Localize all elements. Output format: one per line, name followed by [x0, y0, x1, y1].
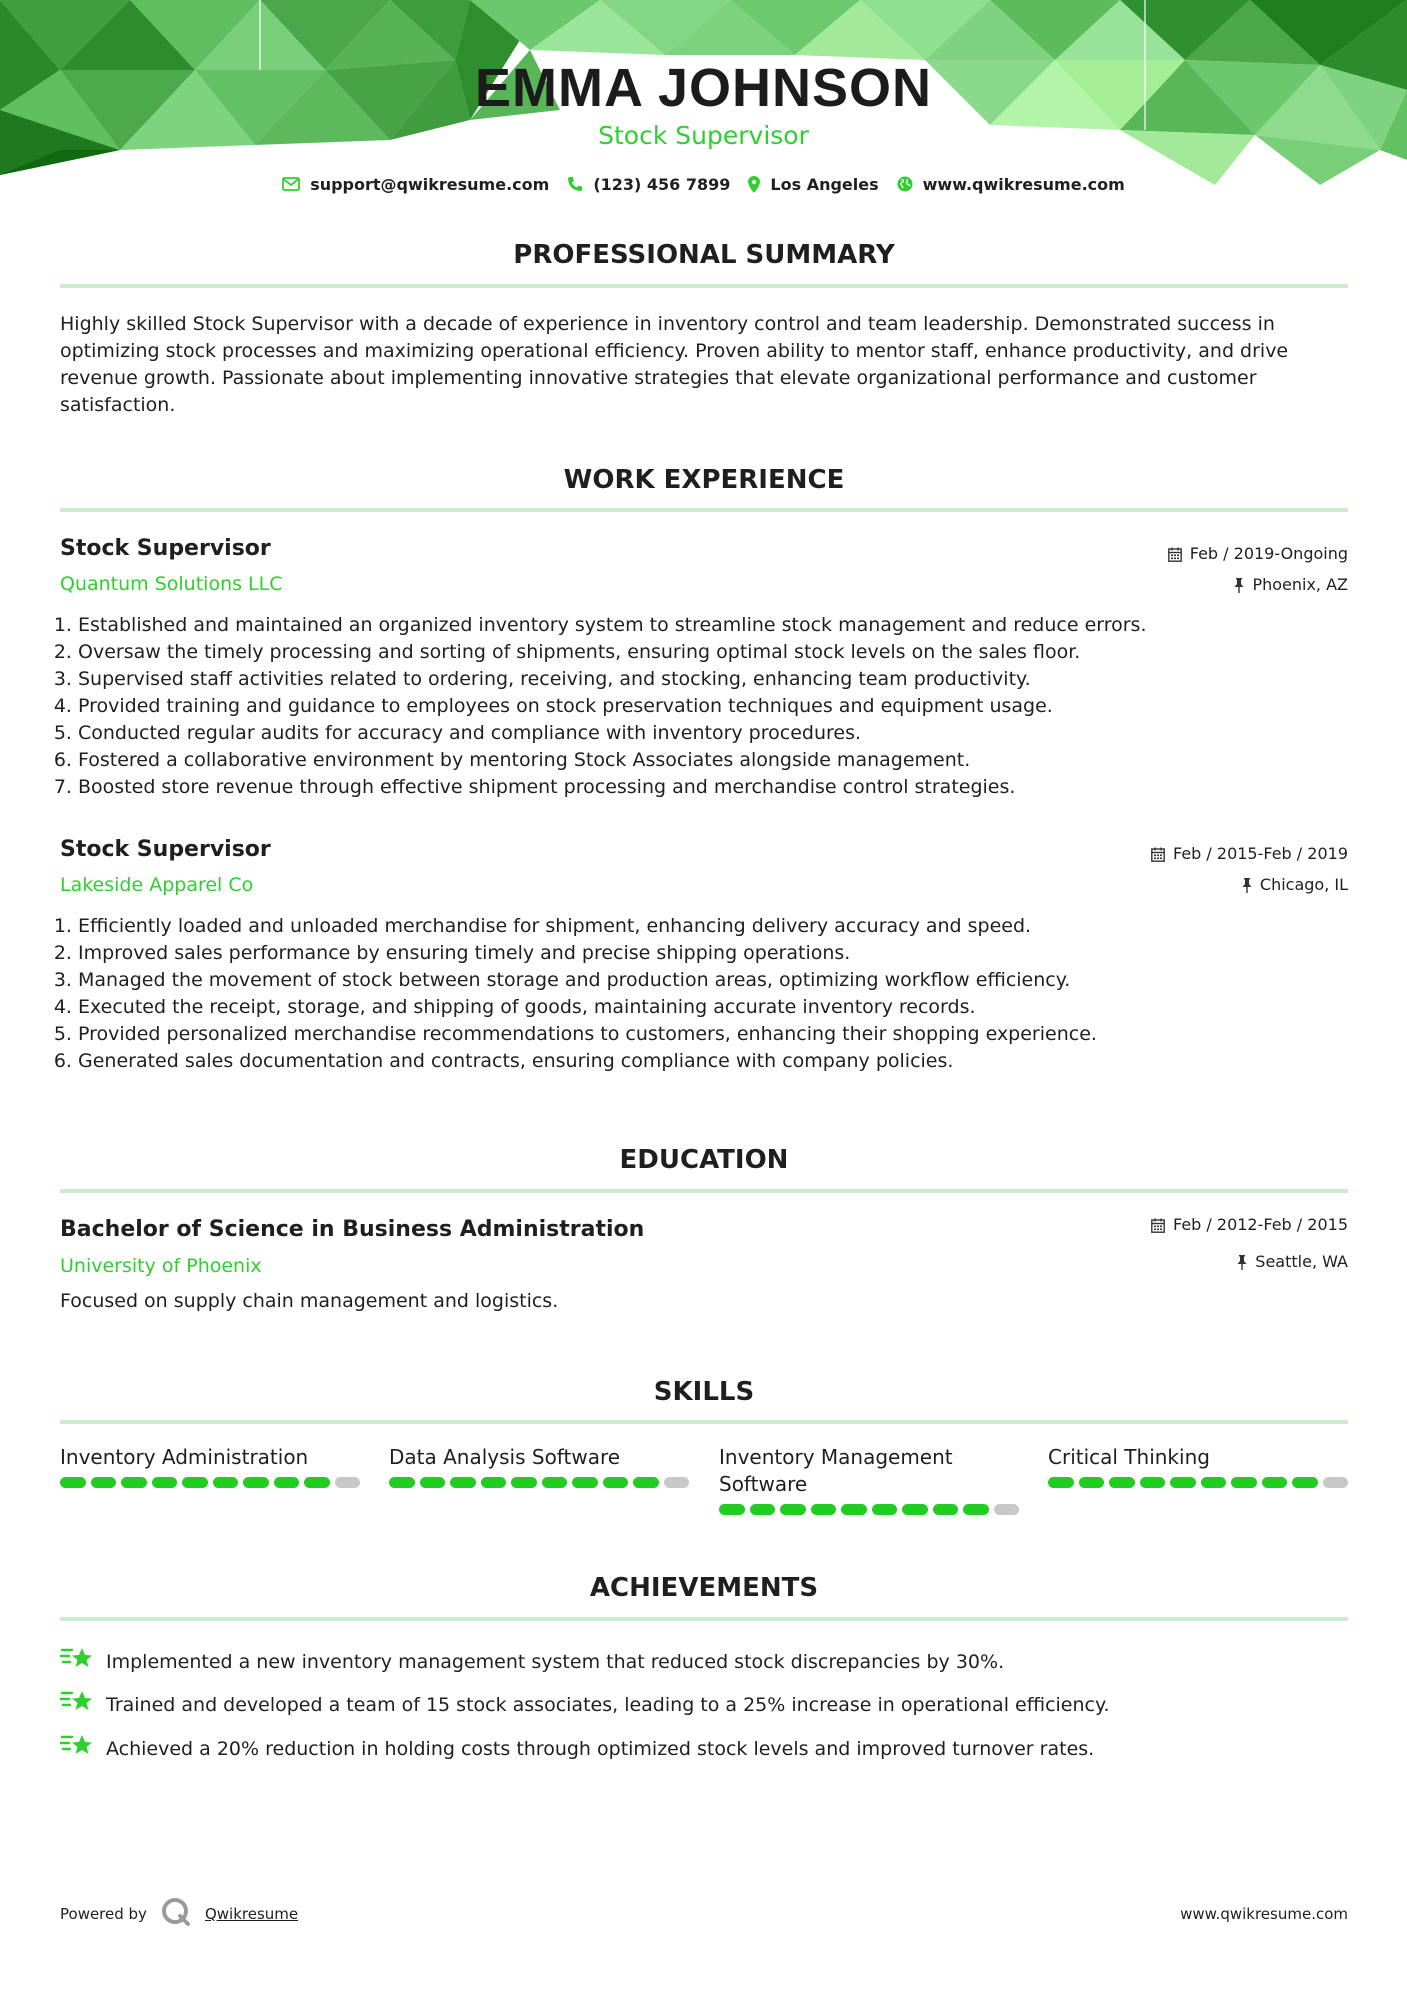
shooting-star-icon — [60, 1687, 94, 1723]
job-1-dates — [1168, 543, 1348, 565]
skills-heading: SKILLS — [653, 1377, 755, 1407]
skill-level-segment-filled — [1170, 1477, 1196, 1488]
skill-item — [719, 1444, 1019, 1515]
skill-level-segment-filled — [1231, 1477, 1257, 1488]
pin-icon — [1234, 578, 1244, 593]
achievements-divider — [60, 1617, 1348, 1621]
skill-level-segment-filled — [274, 1477, 300, 1488]
skill-level-segment-filled — [750, 1504, 776, 1515]
footer-website[interactable]: www.qwikresume.com — [1180, 1905, 1348, 1923]
skill-level-segment-filled — [841, 1504, 867, 1515]
skill-level-segment-filled — [213, 1477, 239, 1488]
summary-text: Highly skilled Stock Supervisor with a decade of experience in inventory control and team leadership. Demonstrated success in optimizing stock processes and maximizing operational efficiency. Proven ability to mentor staff, enhance productivity, and drive revenue growth. Passionate about implementing innovative strategies that elevate organizational performance and customer satisfaction. — [60, 313, 1289, 416]
map-marker-icon — [748, 176, 760, 193]
shooting-star-icon — [60, 1644, 94, 1680]
list-item: 3. Managed the movement of stock between storage and production areas, optimizing workflow efficiency. — [78, 967, 1368, 994]
summary-divider — [60, 284, 1348, 288]
skill-item — [1048, 1444, 1348, 1488]
skill-level-segment-filled — [780, 1504, 806, 1515]
skill-level-segment-filled — [933, 1504, 959, 1515]
list-item: 2. Improved sales performance by ensuring timely and precise shipping operations. — [78, 940, 1368, 967]
job-2-location-text: Chicago, IL — [1259, 875, 1348, 894]
skill-level-segment-filled — [1292, 1477, 1318, 1488]
skill-level-segment-filled — [542, 1477, 568, 1488]
skill-level-segment-filled — [304, 1477, 330, 1488]
job-2-dates — [1151, 843, 1348, 865]
job-1-location-text: Phoenix, AZ — [1252, 575, 1348, 594]
job-2-location — [1242, 874, 1348, 896]
list-item: 4. Executed the receipt, storage, and shipping of goods, maintaining accurate inventory records. — [78, 994, 1368, 1021]
phone-text: (123) 456 7899 — [593, 174, 731, 194]
contact-bar — [0, 172, 1407, 196]
skill-level-segment-filled — [1079, 1477, 1105, 1488]
email-text: support@qwikresume.com — [310, 174, 550, 194]
website-text: www.qwikresume.com — [922, 174, 1125, 194]
achievement-item — [60, 1731, 1094, 1767]
skill-level-meter — [719, 1504, 1019, 1515]
skill-level-segment-filled — [1201, 1477, 1227, 1488]
achievement-text: Implemented a new inventory management system that reduced stock discrepancies by 30%. — [106, 1650, 1005, 1673]
skill-level-meter — [389, 1477, 689, 1488]
job-1-location — [1234, 574, 1348, 596]
skill-name: Data Analysis Software — [389, 1445, 621, 1469]
calendar-icon — [1151, 847, 1165, 862]
education-dates — [1151, 1214, 1348, 1236]
list-item: 1. Established and maintained an organized inventory system to streamline stock management and reduce errors. — [78, 612, 1368, 639]
contact-website[interactable] — [897, 175, 1125, 194]
experience-divider — [60, 508, 1348, 512]
skill-level-segment-filled — [572, 1477, 598, 1488]
skill-level-segment-empty — [1323, 1477, 1349, 1488]
footer-powered-by — [60, 1897, 298, 1931]
experience-heading: WORK EXPERIENCE — [563, 465, 845, 495]
skill-level-segment-filled — [633, 1477, 659, 1488]
skill-name: Inventory Management Software — [719, 1445, 953, 1496]
list-item: 7. Boosted store revenue through effective shipment processing and merchandise control strategies. — [78, 774, 1368, 801]
skill-level-segment-filled — [389, 1477, 415, 1488]
globe-icon — [897, 176, 913, 192]
summary-heading: PROFESSIONAL SUMMARY — [513, 240, 895, 270]
contact-phone[interactable] — [567, 175, 730, 194]
skill-level-segment-filled — [1262, 1477, 1288, 1488]
skill-level-segment-filled — [872, 1504, 898, 1515]
degree-title: Bachelor of Science in Business Administration — [60, 1217, 645, 1242]
job-2-dates-text: Feb / 2015-Feb / 2019 — [1173, 844, 1348, 863]
list-item: 5. Conducted regular audits for accuracy and compliance with inventory procedures. — [78, 720, 1368, 747]
contact-location — [748, 175, 878, 194]
list-item: 2. Oversaw the timely processing and sorting of shipments, ensuring optimal stock levels on the sales floor. — [78, 639, 1368, 666]
qwikresume-link[interactable]: Qwikresume — [204, 1905, 299, 1923]
skill-item — [60, 1444, 360, 1488]
skill-level-segment-filled — [511, 1477, 537, 1488]
skill-name: Inventory Administration — [60, 1445, 309, 1469]
envelope-icon — [282, 177, 300, 191]
skill-level-meter — [60, 1477, 360, 1488]
skill-level-segment-filled — [121, 1477, 147, 1488]
skill-level-segment-filled — [719, 1504, 745, 1515]
achievement-item — [60, 1644, 1004, 1680]
candidate-title: Stock Supervisor — [598, 121, 809, 150]
powered-by-label: Powered by — [60, 1905, 147, 1923]
education-divider — [60, 1189, 1348, 1193]
skill-level-segment-filled — [1048, 1477, 1074, 1488]
skill-level-meter — [1048, 1477, 1348, 1488]
achievements-heading: ACHIEVEMENTS — [589, 1573, 819, 1603]
achievement-text: Achieved a 20% reduction in holding costs through optimized stock levels and improved turnover rates. — [106, 1737, 1095, 1760]
skill-item — [389, 1444, 689, 1488]
list-item: 1. Efficiently loaded and unloaded merchandise for shipment, enhancing delivery accuracy and speed. — [78, 913, 1368, 940]
skill-level-segment-filled — [243, 1477, 269, 1488]
skill-level-segment-filled — [420, 1477, 446, 1488]
education-dates-text: Feb / 2012-Feb / 2015 — [1173, 1215, 1348, 1234]
skill-level-segment-filled — [963, 1504, 989, 1515]
education-location — [1237, 1251, 1348, 1273]
education-location-text: Seattle, WA — [1255, 1252, 1348, 1271]
achievement-text: Trained and developed a team of 15 stock associates, leading to a 25% increase in operational efficiency. — [106, 1693, 1110, 1716]
candidate-name: EMMA JOHNSON — [474, 58, 933, 118]
job-2-bullets — [60, 913, 1368, 1075]
skills-divider — [60, 1420, 1348, 1424]
skill-level-segment-filled — [902, 1504, 928, 1515]
skill-level-segment-filled — [450, 1477, 476, 1488]
pin-icon — [1237, 1255, 1247, 1270]
education-description: Focused on supply chain management and logistics. — [60, 1290, 559, 1312]
skill-level-segment-filled — [1109, 1477, 1135, 1488]
skill-level-segment-filled — [1140, 1477, 1166, 1488]
job-1-title: Stock Supervisor — [60, 536, 271, 561]
list-item: 4. Provided training and guidance to employees on stock preservation techniques and equipment usage. — [78, 693, 1368, 720]
skill-name: Critical Thinking — [1048, 1445, 1210, 1469]
job-2-company: Lakeside Apparel Co — [60, 874, 254, 896]
skill-level-segment-empty — [664, 1477, 690, 1488]
skill-level-segment-filled — [152, 1477, 178, 1488]
list-item: 6. Generated sales documentation and contracts, ensuring compliance with company policies. — [78, 1048, 1368, 1075]
shooting-star-icon — [60, 1731, 94, 1767]
skill-level-segment-empty — [994, 1504, 1020, 1515]
skill-level-segment-filled — [481, 1477, 507, 1488]
skill-level-segment-filled — [60, 1477, 86, 1488]
list-item: 6. Fostered a collaborative environment by mentoring Stock Associates alongside management. — [78, 747, 1368, 774]
calendar-icon — [1151, 1218, 1165, 1233]
school-name: University of Phoenix — [60, 1255, 262, 1277]
qwikresume-logo-icon — [161, 1897, 191, 1931]
location-text: Los Angeles — [770, 174, 879, 194]
achievement-item — [60, 1687, 1110, 1723]
skill-level-segment-filled — [811, 1504, 837, 1515]
skill-level-segment-filled — [91, 1477, 117, 1488]
phone-icon — [567, 176, 583, 192]
list-item: 3. Supervised staff activities related to ordering, receiving, and stocking, enhancing team productivity. — [78, 666, 1368, 693]
pin-icon — [1242, 878, 1252, 893]
list-item: 5. Provided personalized merchandise recommendations to customers, enhancing their shopping experience. — [78, 1021, 1368, 1048]
job-1-bullets — [60, 612, 1368, 801]
skill-level-segment-filled — [603, 1477, 629, 1488]
skill-level-segment-empty — [335, 1477, 361, 1488]
contact-email[interactable] — [282, 175, 549, 194]
education-heading: EDUCATION — [619, 1145, 789, 1175]
job-2-title: Stock Supervisor — [60, 837, 271, 862]
calendar-icon — [1168, 547, 1182, 562]
skill-level-segment-filled — [182, 1477, 208, 1488]
job-1-company: Quantum Solutions LLC — [60, 573, 283, 595]
job-1-dates-text: Feb / 2019-Ongoing — [1189, 544, 1348, 563]
